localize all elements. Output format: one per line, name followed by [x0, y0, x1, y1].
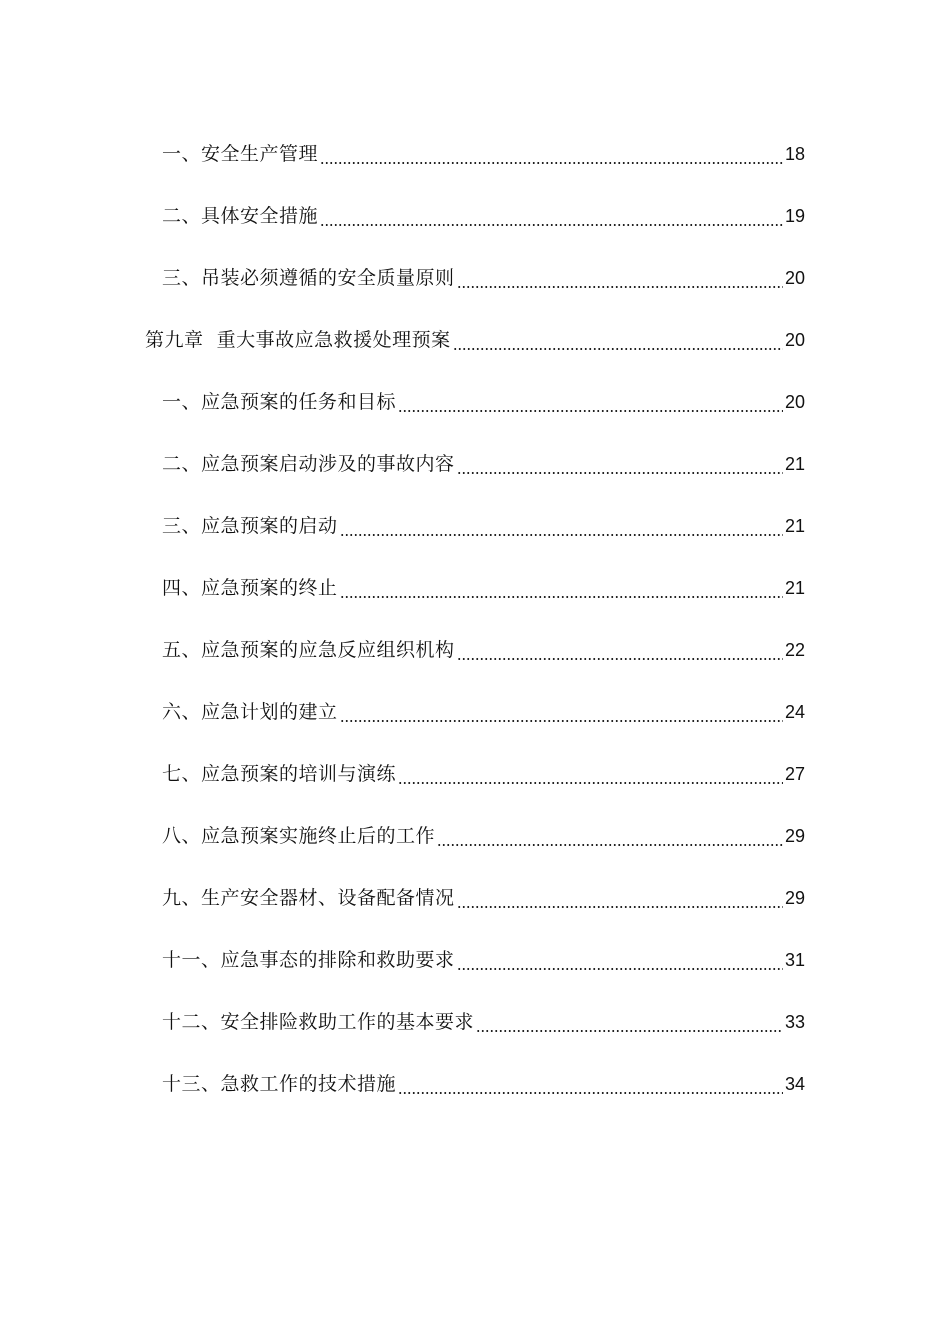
toc-page-number: 21	[784, 578, 805, 598]
toc-dot-leader	[398, 390, 783, 414]
toc-entry[interactable]	[162, 754, 805, 786]
toc-dot-leader	[437, 824, 783, 848]
toc-entry-title: 一、应急预案的任务和目标	[162, 391, 397, 413]
toc-page-number: 20	[784, 330, 805, 350]
toc-entry[interactable]	[162, 816, 805, 848]
toc-entry-title: 七、应急预案的培训与演练	[162, 763, 397, 785]
toc-entry-title: 三、应急预案的启动	[162, 515, 338, 537]
toc-dot-leader	[340, 700, 783, 724]
toc-entry[interactable]	[162, 134, 805, 166]
toc-entry[interactable]	[162, 630, 805, 662]
toc-entry[interactable]	[162, 1002, 805, 1034]
toc-dot-leader	[457, 452, 783, 476]
toc-dot-leader	[320, 142, 783, 166]
toc-page-number: 27	[784, 764, 805, 784]
toc-dot-leader	[457, 948, 783, 972]
toc-dot-leader	[320, 204, 783, 228]
toc-entry-title: 六、应急计划的建立	[162, 701, 338, 723]
toc-dot-leader	[340, 576, 783, 600]
toc-page-number: 19	[784, 206, 805, 226]
toc-entry-title: 五、应急预案的应急反应组织机构	[162, 639, 455, 661]
toc-page-number: 31	[784, 950, 805, 970]
toc-page-number: 18	[784, 144, 805, 164]
toc-entry[interactable]	[162, 506, 805, 538]
toc-entry[interactable]	[162, 568, 805, 600]
toc-entry-title: 四、应急预案的终止	[162, 577, 338, 599]
toc-page-number: 20	[784, 268, 805, 288]
toc-entry[interactable]	[162, 940, 805, 972]
toc-entry-title: 二、具体安全措施	[162, 205, 319, 227]
toc-entry-title: 八、应急预案实施终止后的工作	[162, 825, 436, 847]
toc-page-number: 22	[784, 640, 805, 660]
toc-page-number: 21	[784, 454, 805, 474]
toc-page-number: 33	[784, 1012, 805, 1032]
toc-entry-title: 二、应急预案启动涉及的事故内容	[162, 453, 455, 475]
toc-entry-title: 十二、安全排险救助工作的基本要求	[162, 1011, 475, 1033]
toc-dot-leader	[457, 638, 783, 662]
toc-page-number: 24	[784, 702, 805, 722]
toc-chapter-entry[interactable]	[145, 320, 805, 352]
toc-entry[interactable]	[162, 1064, 805, 1096]
toc-entry[interactable]	[162, 878, 805, 910]
toc-dot-leader	[457, 886, 783, 910]
toc-page-number: 21	[784, 516, 805, 536]
toc-page-number: 29	[784, 888, 805, 908]
toc-page-number: 20	[784, 392, 805, 412]
toc-chapter-title: 第九章 重大事故应急救援处理预案	[145, 329, 451, 351]
toc-entry-title: 九、生产安全器材、设备配备情况	[162, 887, 455, 909]
toc-entry[interactable]	[162, 196, 805, 228]
toc-entry[interactable]	[162, 382, 805, 414]
toc-entry-title: 三、吊装必须遵循的安全质量原则	[162, 267, 455, 289]
toc-dot-leader	[453, 328, 783, 352]
toc-dot-leader	[398, 762, 783, 786]
toc-dot-leader	[398, 1072, 783, 1096]
toc-entry[interactable]	[162, 258, 805, 290]
toc-entry-title: 十一、应急事态的排除和救助要求	[162, 949, 455, 971]
toc-page-number: 34	[784, 1074, 805, 1094]
toc-entry[interactable]	[162, 444, 805, 476]
toc-entry-title: 十三、急救工作的技术措施	[162, 1073, 397, 1095]
toc-page-number: 29	[784, 826, 805, 846]
toc-dot-leader	[457, 266, 783, 290]
toc-entry[interactable]	[162, 692, 805, 724]
toc-dot-leader	[476, 1010, 783, 1034]
toc-entry-title: 一、安全生产管理	[162, 143, 319, 165]
toc-dot-leader	[340, 514, 783, 538]
